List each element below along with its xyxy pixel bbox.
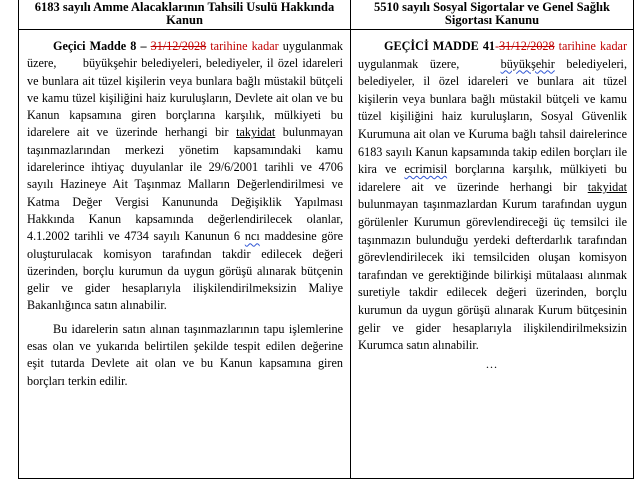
spellcheck-blank [61,57,79,67]
text-segment: maddesine göre oluşturulacak komisyon tarafından takdir edilecek değeri üzerinden, borçlu kurumun da uygun görüşü alınarak bütçenin gelir ve gider hesaplarıyla ilişkilendirilmeksizin Maliye Bakanlığınca satın alınabilir. [27,229,343,313]
added-text: tarihine kadar [206,39,279,53]
added-text: kadar [599,39,628,53]
right-column-header: 5510 sayılı Sosyal Sigortalar ve Genel Sağlık Sigortası Kanunu [351,0,633,30]
article-dash: – [136,39,151,53]
spellcheck-word: ecrimisil [404,162,448,177]
left-column [19,0,351,478]
spellcheck-blank [471,58,489,68]
article-heading: Geçici Madde 8 [53,39,137,53]
underlined-word: takyidat [236,125,276,140]
article-heading: GEÇİCİ MADDE 41 [384,39,496,53]
text-segment: borçlarına karşılık, mülkiyeti bu idarelere ait ve üzerinde herhangi bir [358,162,628,194]
left-column-body [19,30,350,390]
text-segment: bulunmayan taşınmazlarından merkezi yönetim kapsamındaki kamu idarelerince ihtiyaç duyulanlar ile 29/6/2001 tarihli ve 4706 sayılı Hazineye Ait Taşınmaz Malların Değerlendirilmesi ve Katma Değer Vergisi Kanununda Değişiklik Yapılması Hakkında Kanun kapsamında değerlendirilecek olanlar, 4.1.2002 tarihli ve 4734 sayılı Kanunun 6 [27,125,344,244]
right-paragraph-1 [358,38,627,355]
spellcheck-word: büyükşehir [500,56,555,71]
text-segment: bulunmayan taşınmazlardan Kurum tarafından uygun görülenler Kurumun görevlendireceği üç temsilci ile taşınmazın bulunduğu yerdeki defterdarlık tarafından görevlendirilecek iki temsilciden oluşan komisyon tarafından ve gerektiğinde bilirkişi mütalaası alınmak suretiyle takdir edilecek değeri üzerinden, borçlu kurumun da uygun görüşü alınarak Kurum bütçesinin gelir ve gider hesaplarıyla ilişkilendirilmeksizin Kurumca satın alınabilir. [358,197,627,353]
added-text: tarihine [554,39,596,53]
comparison-table [18,0,634,479]
text-segment [489,57,501,71]
article-dash: - [495,39,500,53]
right-column-body [351,30,633,371]
right-column [351,0,633,478]
text-segment: uygulanmak üzere, [27,39,344,71]
spellcheck-word: ncı [244,229,260,244]
left-paragraph-2: Bu idarelerin satın alınan taşınmazlarının tapu işlemlerine esas olan ve yukarıda belirtilen şekilde tespit edilen değerine eşit tutarda Devlete ait olan ve bu Kanun kapsamına giren borçları terkin edilir. [27,321,343,388]
ellipsis: … [485,356,500,371]
struck-date: 31/12/2028 [499,39,555,53]
struck-date: 31/12/2028 [150,39,207,53]
text-segment: belediyeleri, belediyeler, il özel idareleri ve bunlara ait tüzel kişilerin veya bunlara bağlı müstakil bütçeli ve kamu tüzel kişiliğini haiz kuruluşların, Sosyal Güvenlik Kurumuna ait olan ve Kuruma bağlı tahsil dairelerince 6183 sayılı Kanun kapsamında takip edilen borçları ile kira ve [358,56,627,177]
text-segment: uygulanmak üzere, [358,56,471,71]
left-column-header: 6183 sayılı Amme Alacaklarının Tahsili Usulü Hakkında Kanun [19,0,350,30]
text-segment: büyükşehir belediyeleri, belediyeler, il özel idareleri ve bunlara ait tüzel kişilerin veya bunlara bağlı müstakil bütçeli ve kamu tüzel kişiliğini haiz kuruluşların, Devlete ait olan ve bu Kanun kapsamına giren borçlarına karşılık, mülkiyeti bu idarelere ait ve üzerinde herhangi bir [27,56,343,140]
left-paragraph-1 [27,38,343,315]
underlined-word: takyidat [587,179,627,194]
